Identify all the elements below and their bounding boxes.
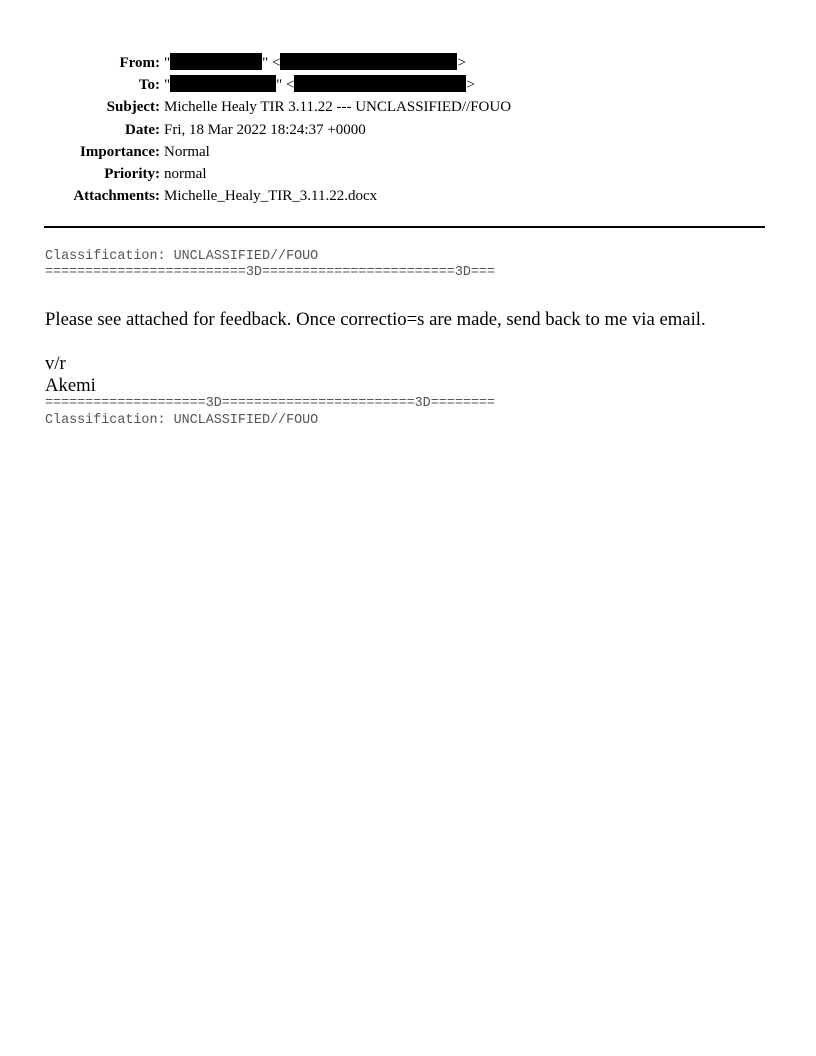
header-from-row <box>0 52 511 74</box>
redacted-sender-email <box>280 53 457 70</box>
header-importance-row <box>0 141 511 163</box>
to-angle-close: > <box>466 77 475 94</box>
date-label: Date: <box>125 121 160 138</box>
subject-value: Michelle Healy TIR 3.11.22 --- UNCLASSIFIED//FOUO <box>164 99 512 116</box>
redacted-sender-name <box>170 53 262 70</box>
closing-text: v/r <box>45 353 66 374</box>
priority-value: normal <box>164 166 207 183</box>
header-priority-row <box>0 163 511 185</box>
header-divider <box>44 226 765 228</box>
subject-label: Subject: <box>106 99 160 116</box>
to-quote-close: " < <box>276 77 295 94</box>
separator-top: =========================3D========================3D=== <box>45 265 495 280</box>
attachments-label: Attachments: <box>73 188 160 205</box>
header-date-row <box>0 119 511 141</box>
importance-label: Importance: <box>80 143 160 160</box>
signature-text: Akemi <box>45 375 96 396</box>
from-label: From: <box>119 55 160 71</box>
to-quote-open: " <box>164 77 171 94</box>
to-label: To: <box>138 77 160 94</box>
email-header <box>0 52 511 207</box>
date-value: Fri, 18 Mar 2022 18:24:37 +0000 <box>164 121 366 138</box>
priority-label: Priority: <box>104 166 160 183</box>
importance-value: Normal <box>164 143 210 160</box>
header-attachments-row <box>0 185 511 207</box>
attachment-filename: Michelle_Healy_TIR_3.11.22.docx <box>164 188 378 205</box>
header-to-row <box>0 74 511 96</box>
classification-top: Classification: UNCLASSIFIED//FOUO <box>45 249 319 264</box>
separator-bottom: ====================3D========================3D======== <box>45 396 495 411</box>
from-value <box>164 52 511 74</box>
from-quote-close: " < <box>262 55 281 71</box>
to-value <box>164 74 511 96</box>
message-text: Please see attached for feedback. Once correctio=s are made, send back to me via email. <box>45 309 706 330</box>
classification-bottom: Classification: UNCLASSIFIED//FOUO <box>45 413 319 428</box>
redacted-recipient-name <box>170 75 276 92</box>
header-subject-row <box>0 96 511 118</box>
from-angle-close: > <box>457 55 466 71</box>
redacted-recipient-email <box>294 75 466 92</box>
from-quote-open: " <box>164 55 171 71</box>
